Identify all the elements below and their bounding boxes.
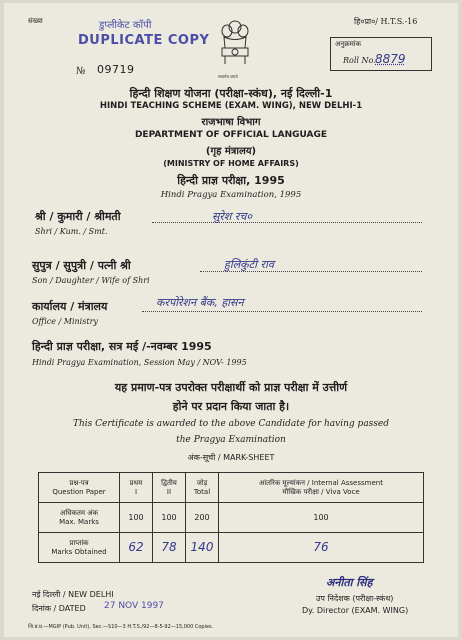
max-internal: 100 (219, 503, 424, 533)
col-second-hindi: द्वितीय (161, 479, 177, 488)
max-first: 100 (120, 503, 153, 533)
col-total-hindi: जोड़ (196, 479, 208, 488)
marksheet-table (38, 472, 424, 563)
signatory-english: Dy. Director (EXAM. WING) (302, 606, 409, 615)
session-line-english: Hindi Pragya Examination, Session May / NOV- 1995 (32, 358, 247, 367)
scheme-title-hindi: हिन्दी शिक्षण योजना (परीक्षा-स्कंध), नई दिल्ली-1 (129, 87, 333, 100)
row-max-hindi: अधिकतम अंक (60, 509, 98, 518)
obtained-second: 78 (153, 533, 186, 563)
statement-english-line2: the Pragya Examination (176, 435, 286, 445)
form-code: हि०प्रा०/ H.T.S.-16 (354, 17, 418, 26)
name-label-english: Shri / Kum. / Smt. (35, 227, 108, 236)
row-max-english: Max. Marks (59, 517, 99, 526)
roll-number: 8879 (375, 52, 406, 66)
header-total (186, 473, 219, 503)
name-label-hindi: श्री / कुमारी / श्रीमती (35, 210, 121, 223)
row-obtained-hindi: प्राप्तांक (69, 539, 89, 548)
ministry-english: (MINISTRY OF HOME AFFAIRS) (163, 159, 299, 168)
emblem-caption: सत्यमेव जयते (218, 74, 238, 79)
roll-label-english: Roll No. (343, 56, 376, 65)
certificate-no-label: № (76, 66, 86, 77)
statement-hindi-line1: यह प्रमाण-पत्र उपरोक्त परीक्षार्थी को प्राज्ञ परीक्षा में उत्तीर्ण (114, 381, 348, 394)
max-total: 200 (186, 503, 219, 533)
relation-label-english: Son / Daughter / Wife of Shri (32, 276, 150, 285)
header-first-paper (120, 473, 153, 503)
office-underline (142, 311, 422, 312)
marksheet-heading: अंक-सूची / MARK-SHEET (187, 453, 275, 462)
date-value: 27 NOV 1997 (104, 601, 164, 611)
signatory-hindi: उप निदेशक (परीक्षा-स्कंध) (316, 594, 394, 603)
statement-hindi-line2: होने पर प्रदान किया जाता है। (172, 400, 290, 413)
exam-title-english: Hindi Pragya Examination, 1995 (160, 190, 302, 200)
statement-english-line1: This Certificate is awarded to the above Candidate for having passed (72, 419, 390, 429)
header-internal-assessment (219, 473, 424, 503)
col-total-english: Total (193, 487, 211, 496)
obtained-first: 62 (120, 533, 153, 563)
relation-value: हुलिकुंटी राव (224, 258, 274, 271)
serial-label: संख्या (28, 17, 43, 25)
col-second-english: II (166, 487, 172, 496)
max-marks-row (39, 503, 424, 533)
header-second-paper (153, 473, 186, 503)
state-emblem-icon (217, 18, 253, 74)
marksheet-header-row (39, 473, 424, 503)
max-second: 100 (153, 503, 186, 533)
office-value: करपोरेशन बैंक, हासन (156, 296, 244, 309)
exam-title-hindi: हिन्दी प्राज्ञ परीक्षा, 1995 (177, 174, 285, 187)
col-first-english: I (134, 487, 138, 496)
col-paper-english: Question Paper (52, 487, 106, 496)
header-question-paper (39, 473, 120, 503)
certificate-page (4, 3, 458, 637)
printer-imprint: जि.प्र.प्र.—MGIP (Pub. Unit), Sec.—S10—3 H.T.S./92—8-5-92—15,000 Copies. (28, 624, 214, 630)
session-line-hindi: हिन्दी प्राज्ञ परीक्षा, सत्र मई /-नवम्बर 1995 (32, 340, 212, 353)
row-obtained-english: Marks Obtained (51, 547, 107, 556)
max-marks-label (39, 503, 120, 533)
department-hindi: राजभाषा विभाग (201, 117, 261, 128)
marks-obtained-row (39, 533, 424, 563)
place: नई दिल्ली / NEW DELHI (32, 590, 114, 599)
ministry-hindi: (गृह मंत्रालय) (205, 146, 257, 157)
obtained-total: 140 (186, 533, 219, 563)
relation-label-hindi: सुपुत्र / सुपुत्री / पत्नी श्री (32, 259, 131, 272)
date-label: दिनांक / DATED (32, 604, 86, 613)
col-internal-line2: मौखिक परीक्षा / Viva Voce (282, 487, 360, 496)
office-label-hindi: कार्यालय / मंत्रालय (32, 300, 108, 313)
name-underline (152, 222, 422, 223)
signature: अनीता सिंह (326, 576, 373, 589)
col-internal-line1: आंतरिक मूल्यांकन / Internal Assessment (259, 479, 383, 488)
roll-label-hindi: अनुक्रमांक (335, 40, 361, 48)
marks-obtained-label (39, 533, 120, 563)
duplicate-stamp-hindi: डुप्लीकेट कॉपी (99, 20, 152, 31)
obtained-internal: 76 (219, 533, 424, 563)
col-paper-hindi: प्रश्न-पत्र (69, 479, 89, 488)
col-first-hindi: प्रथम (129, 479, 143, 488)
certificate-number: 09719 (97, 63, 135, 76)
duplicate-stamp-english: DUPLICATE COPY (78, 33, 210, 48)
office-label-english: Office / Ministry (32, 317, 98, 326)
roll-number-box (330, 37, 432, 71)
department-english: DEPARTMENT OF OFFICIAL LANGUAGE (134, 130, 328, 140)
name-value: सुरेश रच० (212, 210, 253, 223)
relation-underline (200, 271, 422, 272)
scheme-title-english: HINDI TEACHING SCHEME (EXAM. WING), NEW DELHI-1 (99, 101, 363, 111)
